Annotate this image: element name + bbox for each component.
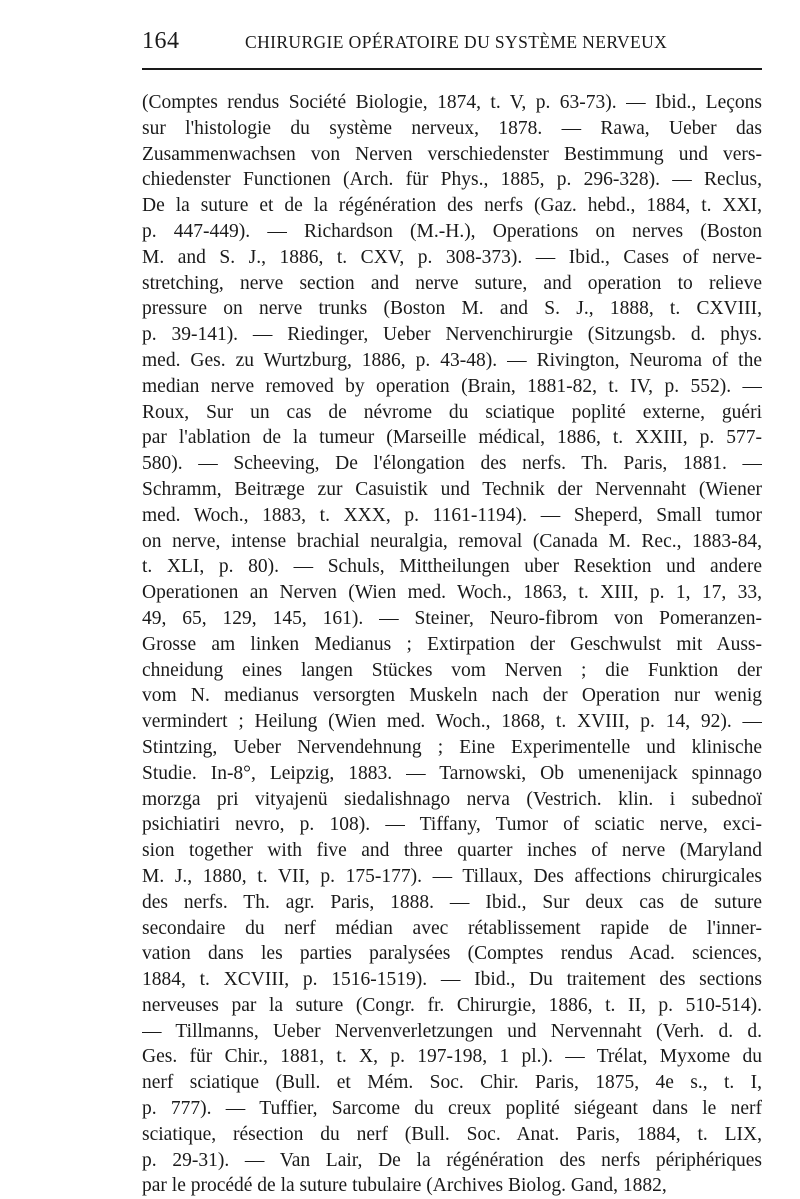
text-line: nerveuses par la suture (Congr. fr. Chirurgie, 1886, t. II, p. 510-514). (142, 994, 762, 1016)
text-line: t. XLI, p. 80). — Schuls, Mittheilungen uber Resektion und andere (142, 556, 762, 578)
text-line: secondaire du nerf médian avec rétablissement rapide de l'inner- (142, 917, 762, 939)
text-line: morzga pri vityajenü siedalishnago nerva (Vestrich. klin. i subednoï (142, 788, 762, 810)
text-line: chneidung eines langen Stückes vom Nerven ; die Funktion der (142, 659, 762, 681)
text-line: vermindert ; Heilung (Wien med. Woch., 1868, t. XVIII, p. 14, 92). — (142, 711, 762, 733)
text-line: med. Ges. zu Wurtzburg, 1886, p. 43-48). — Rivington, Neuroma of the (142, 349, 762, 371)
text-line: p. 39-141). — Riedinger, Ueber Nervenchirurgie (Sitzungsb. d. phys. (142, 324, 762, 346)
text-line: sciatique, résection du nerf (Bull. Soc. Anat. Paris, 1884, t. LIX, (142, 1123, 762, 1145)
text-line: nerf sciatique (Bull. et Mém. Soc. Chir. Paris, 1875, 4e s., t. I, (142, 1072, 762, 1094)
text-line: 1884, t. XCVIII, p. 1516-1519). — Ibid., Du traitement des sections (142, 969, 762, 991)
text-line: Grosse am linken Medianus ; Extirpation der Geschwulst mit Auss- (142, 633, 762, 655)
text-line: vation dans les parties paralysées (Comptes rendus Acad. sciences, (142, 943, 762, 965)
text-line: — Tillmanns, Ueber Nervenverletzungen und Nervennaht (Verh. d. d. (142, 1020, 762, 1042)
text-line: des nerfs. Th. agr. Paris, 1888. — Ibid., Sur deux cas de suture (142, 891, 762, 913)
bibliography-text (142, 90, 762, 1199)
text-line: (Comptes rendus Société Biologie, 1874, t. V, p. 63-73). — Ibid., Leçons (142, 92, 762, 113)
text-line: med. Woch., 1883, t. XXX, p. 1161-1194). — Sheperd, Small tumor (142, 504, 762, 526)
text-line: 49, 65, 129, 145, 161). — Steiner, Neuro-fibrom von Pomeranzen- (142, 607, 762, 629)
text-line: Ges. für Chir., 1881, t. X, p. 197-198, 1 pl.). — Trélat, Myxome du (142, 1046, 762, 1068)
text-line: p. 29-31). — Van Lair, De la régénération des nerfs périphériques (142, 1149, 762, 1171)
text-line: M. J., 1880, t. VII, p. 175-177). — Tillaux, Des affections chirurgicales (142, 865, 762, 887)
text-line: psichiatiri nevro, p. 108). — Tiffany, Tumor of sciatic nerve, exci- (142, 814, 762, 836)
text-line: par l'ablation de la tumeur (Marseille médical, 1886, t. XXIII, p. 577- (142, 427, 762, 449)
text-line: M. and S. J., 1886, t. CXV, p. 308-373). — Ibid., Cases of nerve- (142, 246, 762, 268)
page-number: 164 (142, 28, 180, 54)
text-line: Studie. In-8°, Leipzig, 1883. — Tarnowski, Ob umenenijack spinnago (142, 762, 762, 784)
text-line: chiedenster Functionen (Arch. für Phys., 1885, p. 296-328). — Reclus, (142, 169, 762, 191)
text-line: p. 447-449). — Richardson (M.-H.), Operations on nerves (Boston (142, 220, 762, 242)
text-line: stretching, nerve section and nerve suture, and operation to relieve (142, 272, 762, 294)
text-line: median nerve removed by operation (Brain, 1881-82, t. IV, p. 552). — (142, 375, 762, 397)
text-line: Roux, Sur un cas de névrome du sciatique poplité externe, guéri (142, 401, 762, 423)
text-line: Operationen an Nerven (Wien med. Woch., 1863, t. XIII, p. 1, 17, 33, (142, 582, 762, 604)
text-line: 580). — Scheeving, De l'élongation des nerfs. Th. Paris, 1881. — (142, 453, 762, 475)
text-line: sur l'histologie du système nerveux, 1878. — Rawa, Ueber das (142, 117, 762, 139)
text-line: Schramm, Beitræge zur Casuistik und Technik der Nervennaht (Wiener (142, 478, 762, 500)
text-line: p. 777). — Tuffier, Sarcome du creux poplité siégeant dans le nerf (142, 1098, 762, 1120)
text-line: Zusammenwachsen von Nerven verschiedenster Bestimmung und vers- (142, 143, 762, 165)
text-line: Stintzing, Ueber Nervendehnung ; Eine Experimentelle und klinische (142, 736, 762, 758)
text-line: pressure on nerve trunks (Boston M. and S. J., 1888, t. CXVIII, (142, 298, 762, 320)
page-header (142, 28, 762, 60)
text-line: vom N. medianus versorgten Muskeln nach der Operation nur wenig (142, 685, 762, 707)
text-line: par le procédé de la suture tubulaire (Archives Biolog. Gand, 1882, (142, 1175, 667, 1197)
text-line: sion together with five and three quarter inches of nerve (Maryland (142, 840, 762, 862)
header-rule (142, 68, 762, 70)
text-line: on nerve, intense brachial neuralgia, removal (Canada M. Rec., 1883-84, (142, 530, 762, 552)
running-title: CHIRURGIE OPÉRATOIRE DU SYSTÈME NERVEUX (245, 32, 668, 52)
text-line: De la suture et de la régénération des nerfs (Gaz. hebd., 1884, t. XXI, (142, 195, 762, 217)
